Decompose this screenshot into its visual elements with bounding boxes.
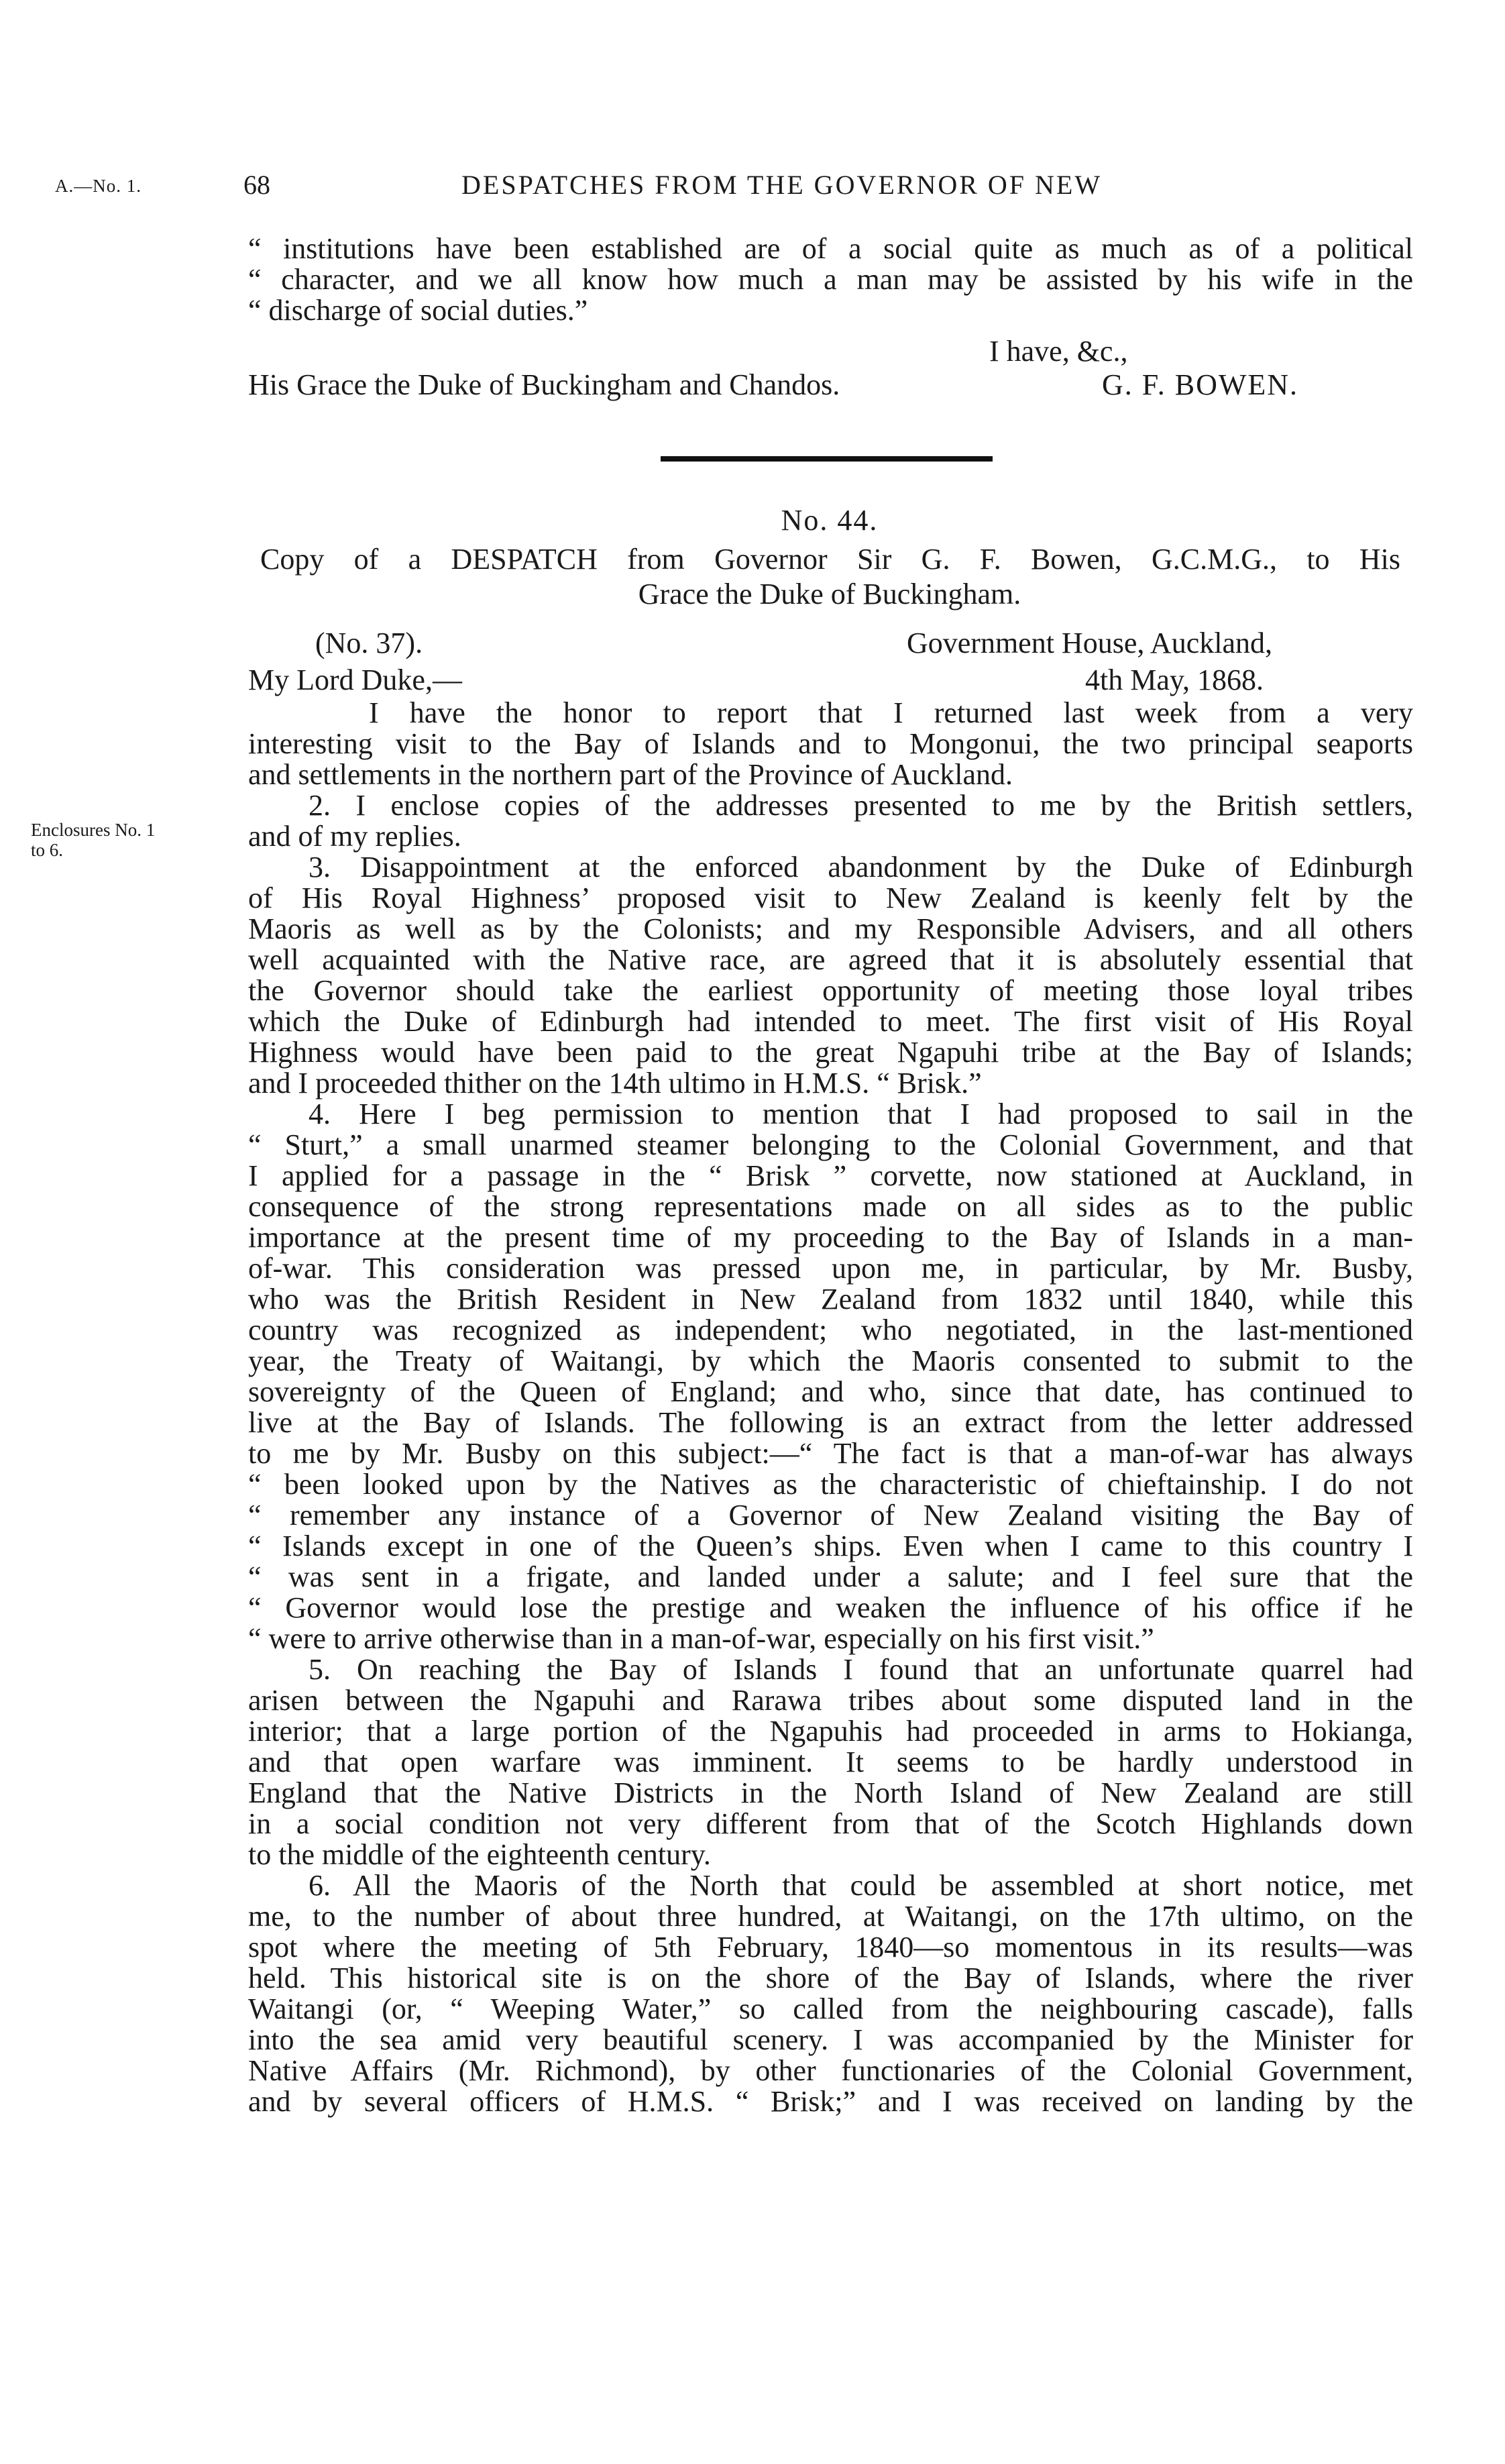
text-line: well acquainted with the Native race, are agreed that it is absolutely essential that (248, 943, 1413, 976)
text-line: spot where the meeting of 5th February, 1840—so momentous in its results—was (248, 1931, 1413, 1964)
text-line: of His Royal Highness’ proposed visit to New Zealand is keenly felt by the (248, 881, 1413, 914)
quote-line: “ institutions have been established are of a social quite as much as of a political (248, 232, 1413, 265)
quote-line: “ discharge of social duties.” (248, 294, 588, 327)
signature: G. F. BOWEN. (1102, 368, 1299, 401)
text-line: Waitangi (or, “ Weeping Water,” so called from the neighbouring cascade), falls (248, 1992, 1413, 2025)
despatch-place: Government House, Auckland, (907, 627, 1272, 659)
text-line: 2. I enclose copies of the addresses presented to me by the British settlers, (309, 789, 1413, 822)
paper-reference: A.—No. 1. (55, 176, 142, 196)
text-line: the Governor should take the earliest opportunity of meeting those loyal tribes (248, 974, 1413, 1007)
despatch-heading-continued: Grace the Duke of Buckingham. (638, 578, 1021, 610)
paragraph-2 (248, 790, 1413, 852)
text-line: arisen between the Ngapuhi and Rarawa tribes about some disputed land in the (248, 1684, 1413, 1717)
text-line: Maoris as well as by the Colonists; and my Responsible Advisers, and all others (248, 912, 1413, 945)
text-line: of-war. This consideration was pressed upon me, in particular, by Mr. Busby, (248, 1252, 1413, 1285)
text-line: into the sea amid very beautiful scenery. I was accompanied by the Minister for (248, 2023, 1413, 2056)
text-line: I have the honor to report that I returned last week from a very (369, 696, 1413, 729)
quote-line: “ character, and we all know how much a man may be assisted by his wife in the (248, 263, 1413, 296)
text-line: interior; that a large portion of the Ngapuhis had proceeded in arms to Hokianga, (248, 1715, 1413, 1748)
text-line: and that open warfare was imminent. It seems to be hardly understood in (248, 1746, 1413, 1778)
text-line: I applied for a passage in the “ Brisk ” corvette, now stationed at Auckland, in (248, 1159, 1413, 1192)
text-line: “ Islands except in one of the Queen’s ships. Even when I came to this country I (248, 1530, 1413, 1562)
running-header (55, 169, 1396, 209)
text-line: “ were to arrive otherwise than in a man-of-war, especially on his first visit.” (248, 1622, 1154, 1655)
text-line: country was recognized as independent; who negotiated, in the last-mentioned (248, 1314, 1413, 1346)
text-line: England that the Native Districts in the North Island of New Zealand are still (248, 1776, 1413, 1809)
text-line: me, to the number of about three hundred, at Waitangi, on the 17th ultimo, on the (248, 1900, 1413, 1933)
despatch-reference: (No. 37). (315, 627, 423, 659)
addressee: His Grace the Duke of Buckingham and Chandos. (248, 368, 840, 401)
text-line: and I proceeded thither on the 14th ultimo in H.M.S. “ Brisk.” (248, 1067, 982, 1100)
text-line: held. This historical site is on the shore of the Bay of Islands, where the river (248, 1962, 1413, 1994)
despatch-number: No. 44. (781, 504, 879, 537)
despatch-body (248, 698, 1413, 2117)
text-line: to the middle of the eighteenth century. (248, 1838, 711, 1871)
text-line: in a social condition not very different from that of the Scotch Highlands down (248, 1807, 1413, 1840)
text-line: “ been looked upon by the Natives as the characteristic of chieftainship. I do not (248, 1468, 1413, 1501)
text-line: “ Governor would lose the prestige and weaken the influence of his office if he (248, 1591, 1413, 1624)
paragraph-1 (248, 698, 1413, 790)
text-line: Highness would have been paid to the great Ngapuhi tribe at the Bay of Islands; (248, 1036, 1413, 1069)
margin-note: Enclosures No. 1 (31, 820, 156, 840)
page-number: 68 (243, 170, 270, 200)
text-line: and settlements in the northern part of the Province of Auckland. (248, 758, 1013, 791)
section-divider (661, 456, 993, 462)
salutation: My Lord Duke,— (248, 663, 462, 696)
text-line: Native Affairs (Mr. Richmond), by other functionaries of the Colonial Government, (248, 2054, 1413, 2087)
text-line: 6. All the Maoris of the North that could be assembled at short notice, met (309, 1869, 1413, 1902)
text-line: 4. Here I beg permission to mention that I had proposed to sail in the (309, 1097, 1413, 1130)
text-line: and of my replies. (248, 820, 461, 853)
text-line: who was the British Resident in New Zealand from 1832 until 1840, while this (248, 1283, 1413, 1316)
text-line: and by several officers of H.M.S. “ Brisk;” and I was received on landing by the (248, 2085, 1413, 2118)
paragraph-3 (248, 852, 1413, 1099)
paragraph-4 (248, 1099, 1413, 1654)
text-line: consequence of the strong representations made on all sides as to the public (248, 1190, 1413, 1223)
text-line: 3. Disappointment at the enforced abandonment by the Duke of Edinburgh (309, 851, 1413, 883)
closing-formula: I have, &c., (989, 335, 1128, 368)
continuation-quote (248, 233, 1413, 326)
text-line: “ was sent in a frigate, and landed under a salute; and I feel sure that the (248, 1560, 1413, 1593)
text-line: importance at the present time of my proceeding to the Bay of Islands in a man- (248, 1221, 1413, 1254)
despatch-date: 4th May, 1868. (1085, 663, 1264, 696)
despatch-heading: Copy of a DESPATCH from Governor Sir G. F. Bowen, G.C.M.G., to His (260, 543, 1400, 576)
text-line: interesting visit to the Bay of Islands and to Mongonui, the two principal seaports (248, 727, 1413, 760)
running-title: DESPATCHES FROM THE GOVERNOR OF NEW (461, 170, 1103, 200)
text-line: live at the Bay of Islands. The following is an extract from the letter addressed (248, 1406, 1413, 1439)
text-line: 5. On reaching the Bay of Islands I found that an unfortunate quarrel had (309, 1653, 1413, 1686)
text-line: “ remember any instance of a Governor of New Zealand visiting the Bay of (248, 1499, 1413, 1532)
paragraph-5 (248, 1654, 1413, 1870)
paragraph-6 (248, 1870, 1413, 2117)
text-line: “ Sturt,” a small unarmed steamer belonging to the Colonial Government, and that (248, 1128, 1413, 1161)
text-line: which the Duke of Edinburgh had intended to meet. The first visit of His Royal (248, 1005, 1413, 1038)
text-line: year, the Treaty of Waitangi, by which the Maoris consented to submit to the (248, 1344, 1413, 1377)
text-line: to me by Mr. Busby on this subject:—“ The fact is that a man-of-war has always (248, 1437, 1413, 1470)
text-line: sovereignty of the Queen of England; and who, since that date, has continued to (248, 1375, 1413, 1408)
margin-note: to 6. (31, 840, 64, 860)
